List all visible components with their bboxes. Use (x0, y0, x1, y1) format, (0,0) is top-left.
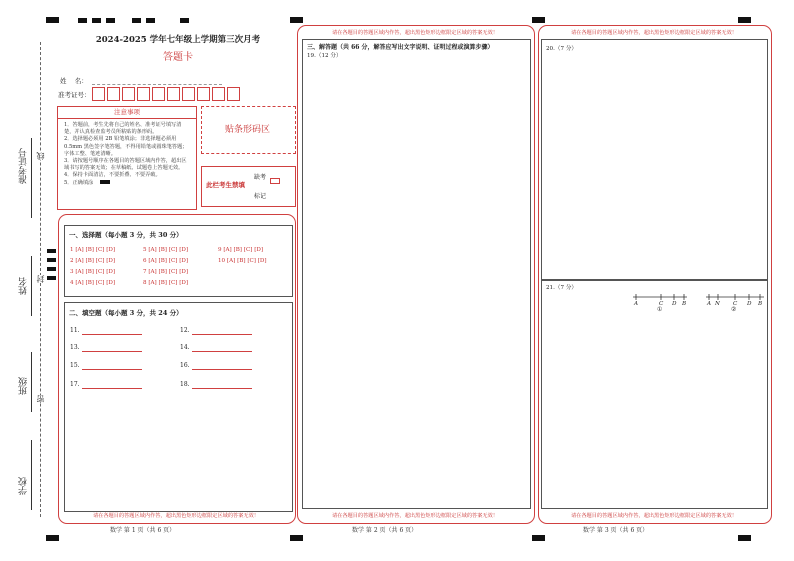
fill-answer-line[interactable] (192, 351, 252, 352)
registration-mark (78, 18, 87, 23)
section1-title: 一、选择题（每小题 3 分，共 30 分） (69, 231, 183, 239)
registration-mark (92, 18, 101, 23)
registration-mark (47, 258, 56, 262)
page-title: 2024-2025 学年七年级上学期第三次月考 (95, 35, 261, 45)
absent-checkbox[interactable] (270, 178, 280, 184)
fill-item-label: 18. (180, 381, 190, 388)
boundary-warning: 请在各题目的答题区域内作答，超出黑色矩形边框限定区域的答案无效！ (570, 30, 737, 36)
registration-mark (132, 18, 141, 23)
filled-bubble-sample (100, 180, 110, 184)
name-label: 姓 名： (60, 77, 88, 85)
fill-answer-line[interactable] (82, 388, 142, 389)
name-field[interactable] (92, 84, 222, 85)
barcode-label: 贴条形码区 (224, 125, 270, 135)
notice-title: 注意事项 (58, 107, 196, 119)
cut-mark-seal: 封 (36, 275, 45, 283)
choice-row[interactable]: 3 [A] [B] [C] [D] (70, 269, 116, 275)
side-label-school: 学校 (19, 477, 29, 495)
registration-mark (47, 267, 56, 271)
q21-label: 21.（7 分） (546, 285, 578, 291)
boundary-warning: 请在各题目的答题区域内作答，超出黑色矩形边框限定区域的答案无效！ (92, 513, 259, 519)
section2-title: 二、填空题（每小题 3 分，共 24 分） (69, 309, 183, 317)
figure-number: ① (657, 306, 663, 313)
point-label: B (682, 301, 687, 307)
q20-label: 20.（7 分） (546, 46, 578, 52)
fill-answer-line[interactable] (82, 351, 142, 352)
boundary-warning: 请在各题目的答题区域内作答，超出黑色矩形边框限定区域的答案无效！ (331, 513, 498, 519)
q21-answer-area[interactable] (542, 318, 765, 506)
choice-row[interactable]: 5 [A] [B] [C] [D] (143, 247, 189, 253)
point-label: D (672, 301, 677, 307)
registration-mark (146, 18, 155, 23)
side-underline (31, 138, 32, 218)
fill-answer-line[interactable] (82, 334, 142, 335)
notice-item: 1．答题前，考生先将自己的姓名、准考证号填写清楚，并认真检查监考员所粘贴的条形码。 (64, 122, 182, 136)
page-footer: 数学 第 1 页（共 6 页） (110, 527, 176, 534)
registration-mark (290, 535, 303, 541)
side-underline (31, 352, 32, 412)
notice-item: 2．选择题必须用 2B 铅笔填涂；非选择题必须用 0.5mm 黑色签字笔答题，不得用铅笔或圆珠笔答题；字体工整、笔迹清晰。 (64, 136, 188, 157)
point-label: A (707, 301, 712, 307)
registration-mark (532, 535, 545, 541)
fill-item-label: 11. (70, 327, 80, 334)
fill-item-label: 17. (70, 381, 80, 388)
absent-top-label: 缺考 (254, 174, 267, 181)
choice-row[interactable]: 1 [A] [B] [C] [D] (70, 247, 116, 253)
side-underline (31, 440, 32, 510)
q19-answer-area[interactable] (303, 60, 528, 506)
registration-mark (46, 17, 59, 23)
boundary-warning: 请在各题目的答题区域内作答，超出黑色矩形边框限定区域的答案无效！ (570, 513, 737, 519)
notice-item-text: 5．正确填涂 (64, 179, 94, 186)
point-label: A (634, 301, 639, 307)
fill-item-label: 15. (70, 362, 80, 369)
fill-item-label: 14. (180, 344, 190, 351)
registration-mark (290, 17, 303, 23)
choice-row[interactable]: 7 [A] [B] [C] [D] (143, 269, 189, 275)
choice-row[interactable]: 10 [A] [B] [C] [D] (218, 258, 267, 264)
choice-row[interactable]: 8 [A] [B] [C] [D] (143, 280, 189, 286)
absent-label: 此栏考生禁填 (206, 181, 245, 189)
registration-mark (46, 535, 59, 541)
choice-row[interactable]: 6 [A] [B] [C] [D] (143, 258, 189, 264)
point-label: B (758, 301, 763, 307)
fill-answer-line[interactable] (192, 388, 252, 389)
point-label: C (733, 301, 738, 307)
notice-item (64, 180, 191, 187)
registration-mark (180, 18, 189, 23)
page-footer: 数学 第 3 页（共 6 页） (583, 527, 649, 534)
point-label: C (659, 301, 664, 307)
registration-mark (738, 535, 751, 541)
cut-mark-secret: 密 (36, 395, 45, 403)
notice-item: 4．保持卡面清洁，不要折叠、不要弄破。 (64, 172, 161, 179)
q20-answer-area[interactable] (542, 54, 765, 278)
section3-title: 三、解答题（共 66 分，解答应写出文字说明、证明过程或演算步骤） (307, 44, 494, 51)
side-label-exam-no: 准考证号 (19, 148, 29, 184)
notice-item: 3．请按题号顺序在各题目的答题区域内作答，超出区域书写的答案无效；在草稿纸、试题卷上答题无效。 (64, 158, 187, 172)
registration-mark (47, 276, 56, 280)
page-subtitle: 答题卡 (163, 52, 193, 63)
registration-mark (532, 17, 545, 23)
notice-box (57, 106, 197, 210)
fill-answer-line[interactable] (82, 369, 142, 370)
side-underline (31, 256, 32, 316)
choice-row[interactable]: 2 [A] [B] [C] [D] (70, 258, 116, 264)
choice-row[interactable]: 9 [A] [B] [C] [D] (218, 247, 264, 253)
fill-answer-line[interactable] (192, 334, 252, 335)
figure-number: ② (731, 306, 737, 313)
fill-answer-line[interactable] (192, 369, 252, 370)
choice-row[interactable]: 4 [A] [B] [C] [D] (70, 280, 116, 286)
side-label-class: 班级 (19, 377, 29, 395)
fill-item-label: 13. (70, 344, 80, 351)
exam-no-boxes[interactable] (92, 87, 242, 101)
q19-label: 19.（12 分） (307, 53, 342, 59)
cut-mark-line: 线 (36, 152, 45, 160)
point-label: D (747, 301, 752, 307)
registration-mark (106, 18, 115, 23)
registration-mark (47, 249, 56, 253)
fill-item-label: 12. (180, 327, 190, 334)
page-footer: 数学 第 2 页（共 6 页） (352, 527, 418, 534)
side-label-name: 姓名 (19, 277, 29, 295)
exam-no-label: 准考证号： (58, 91, 91, 99)
registration-mark (738, 17, 751, 23)
fill-item-label: 16. (180, 362, 190, 369)
point-label: N (715, 301, 720, 307)
boundary-warning: 请在各题目的答题区域内作答，超出黑色矩形边框限定区域的答案无效！ (331, 30, 498, 36)
absent-bottom-label: 标记 (254, 193, 267, 200)
